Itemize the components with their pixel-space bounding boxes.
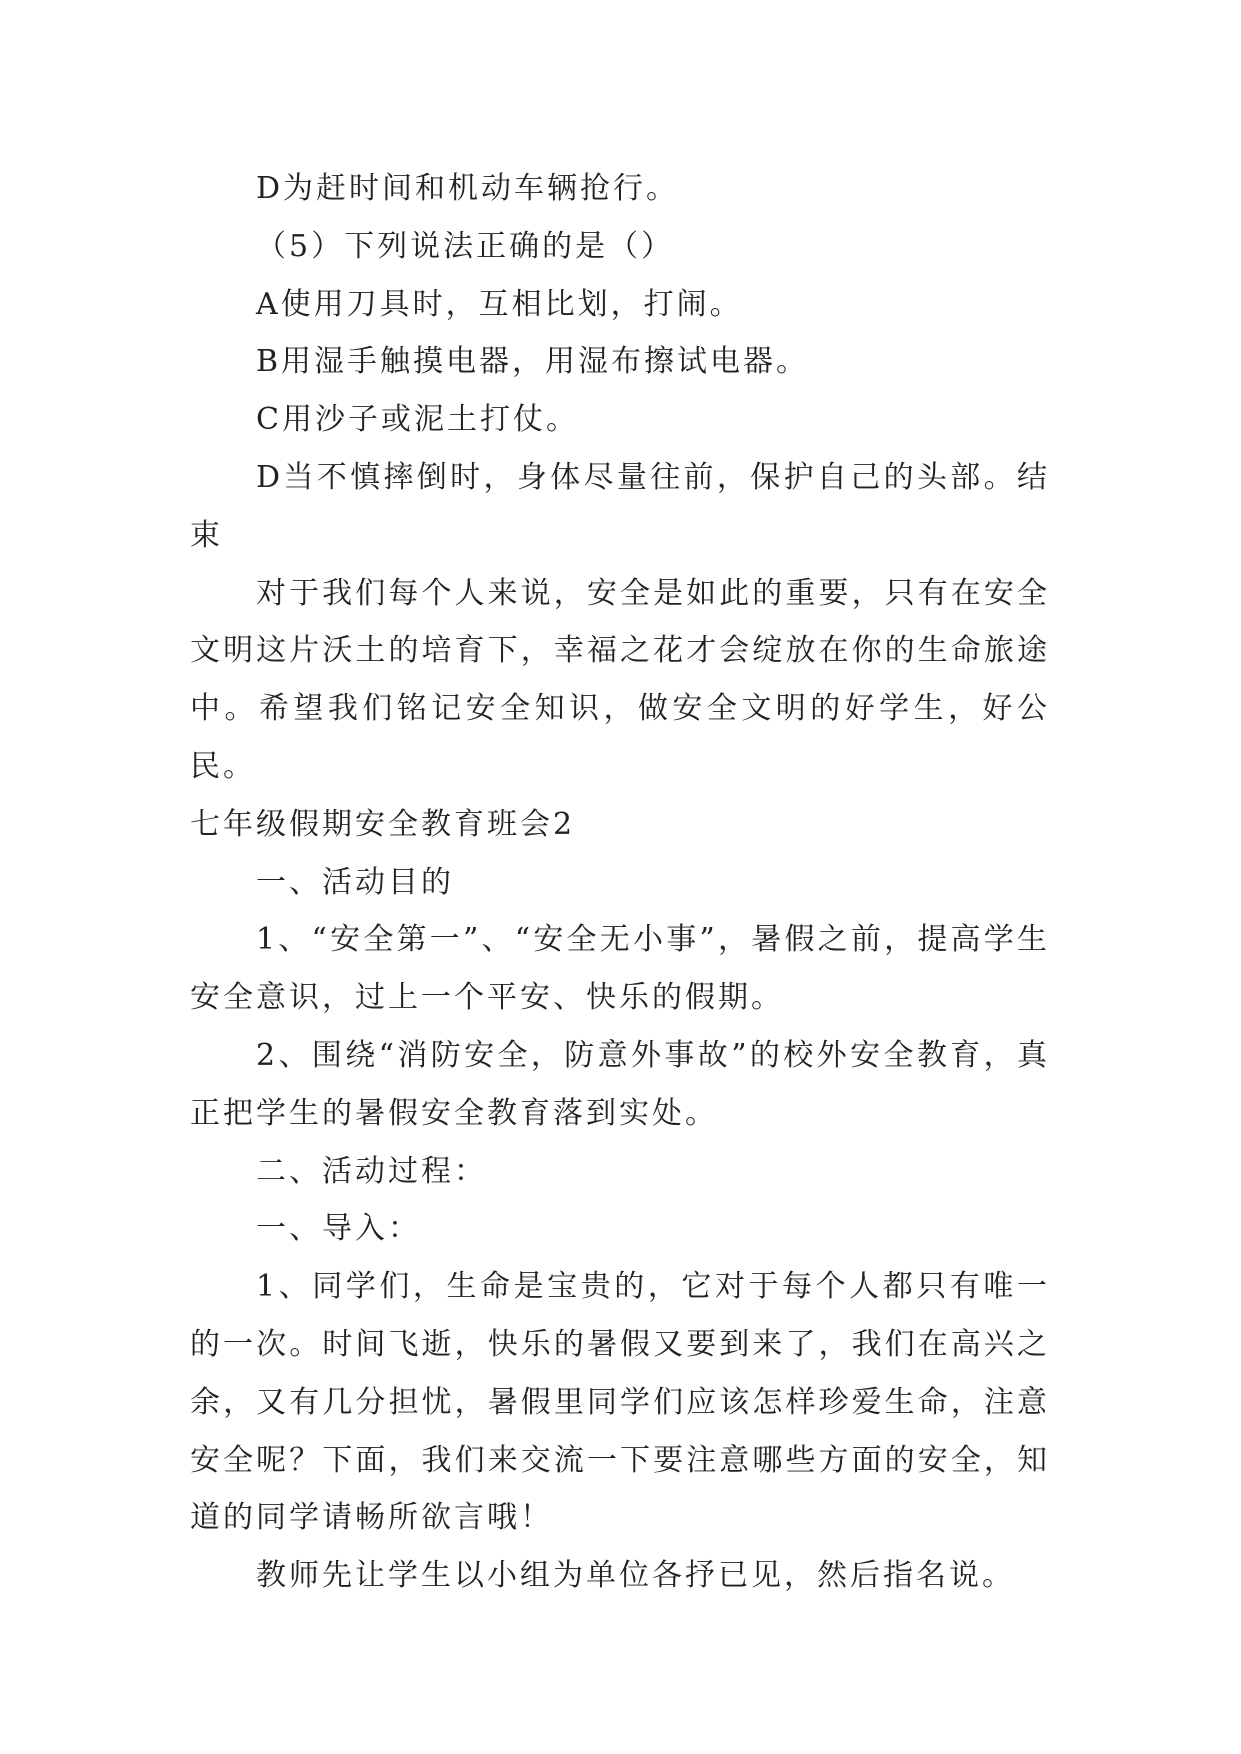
option-d-line: D为赶时间和机动车辆抢行。 [256, 171, 680, 206]
purpose-item-1: 1、“安全第一”、“安全无小事”，暑假之前，提高学生安全意识，过上一个平安、快乐的假期。 [190, 922, 1050, 1016]
option-d: D当不慎摔倒时，身体尽量往前，保护自己的头部。结束 [190, 459, 1050, 553]
introduction-item-1: 1、同学们，生命是宝贵的，它对于每个人都只有唯一的一次。时间飞逝，快乐的暑假又要到来了，我们在高兴之余，又有几分担忧，暑假里同学们应该怎样珍爱生命，注意安全呢？下面，我们来交流一下要注意哪些方面的安全，知道的同学请畅所欲言哦！ [190, 1269, 1050, 1536]
option-a: A使用刀具时，互相比划，打闹。 [256, 286, 743, 322]
document-body [190, 160, 1050, 1605]
heading-activity-purpose: 一、活动目的 [256, 864, 454, 900]
teacher-instruction: 教师先让学生以小组为单位各抒已见，然后指名说。 [256, 1558, 1015, 1594]
heading-introduction: 一、导入： [256, 1211, 421, 1247]
option-b: B用湿手触摸电器，用湿布擦试电器。 [256, 344, 810, 380]
conclusion-paragraph: 对于我们每个人来说，安全是如此的重要，只有在安全文明这片沃土的培育下，幸福之花才会绽放在你的生命旅途中。希望我们铭记安全知识，做安全文明的好学生，好公民。 [190, 575, 1050, 784]
question-5: （5）下列说法正确的是（） [256, 228, 675, 264]
purpose-item-2: 2、围绕“消防安全，防意外事故”的校外安全教育，真正把学生的暑假安全教育落到实处。 [190, 1037, 1050, 1131]
heading-activity-process: 二、活动过程： [256, 1153, 487, 1189]
option-c: C用沙子或泥土打仗。 [256, 402, 579, 438]
section-title: 七年级假期安全教育班会2 [190, 806, 576, 842]
